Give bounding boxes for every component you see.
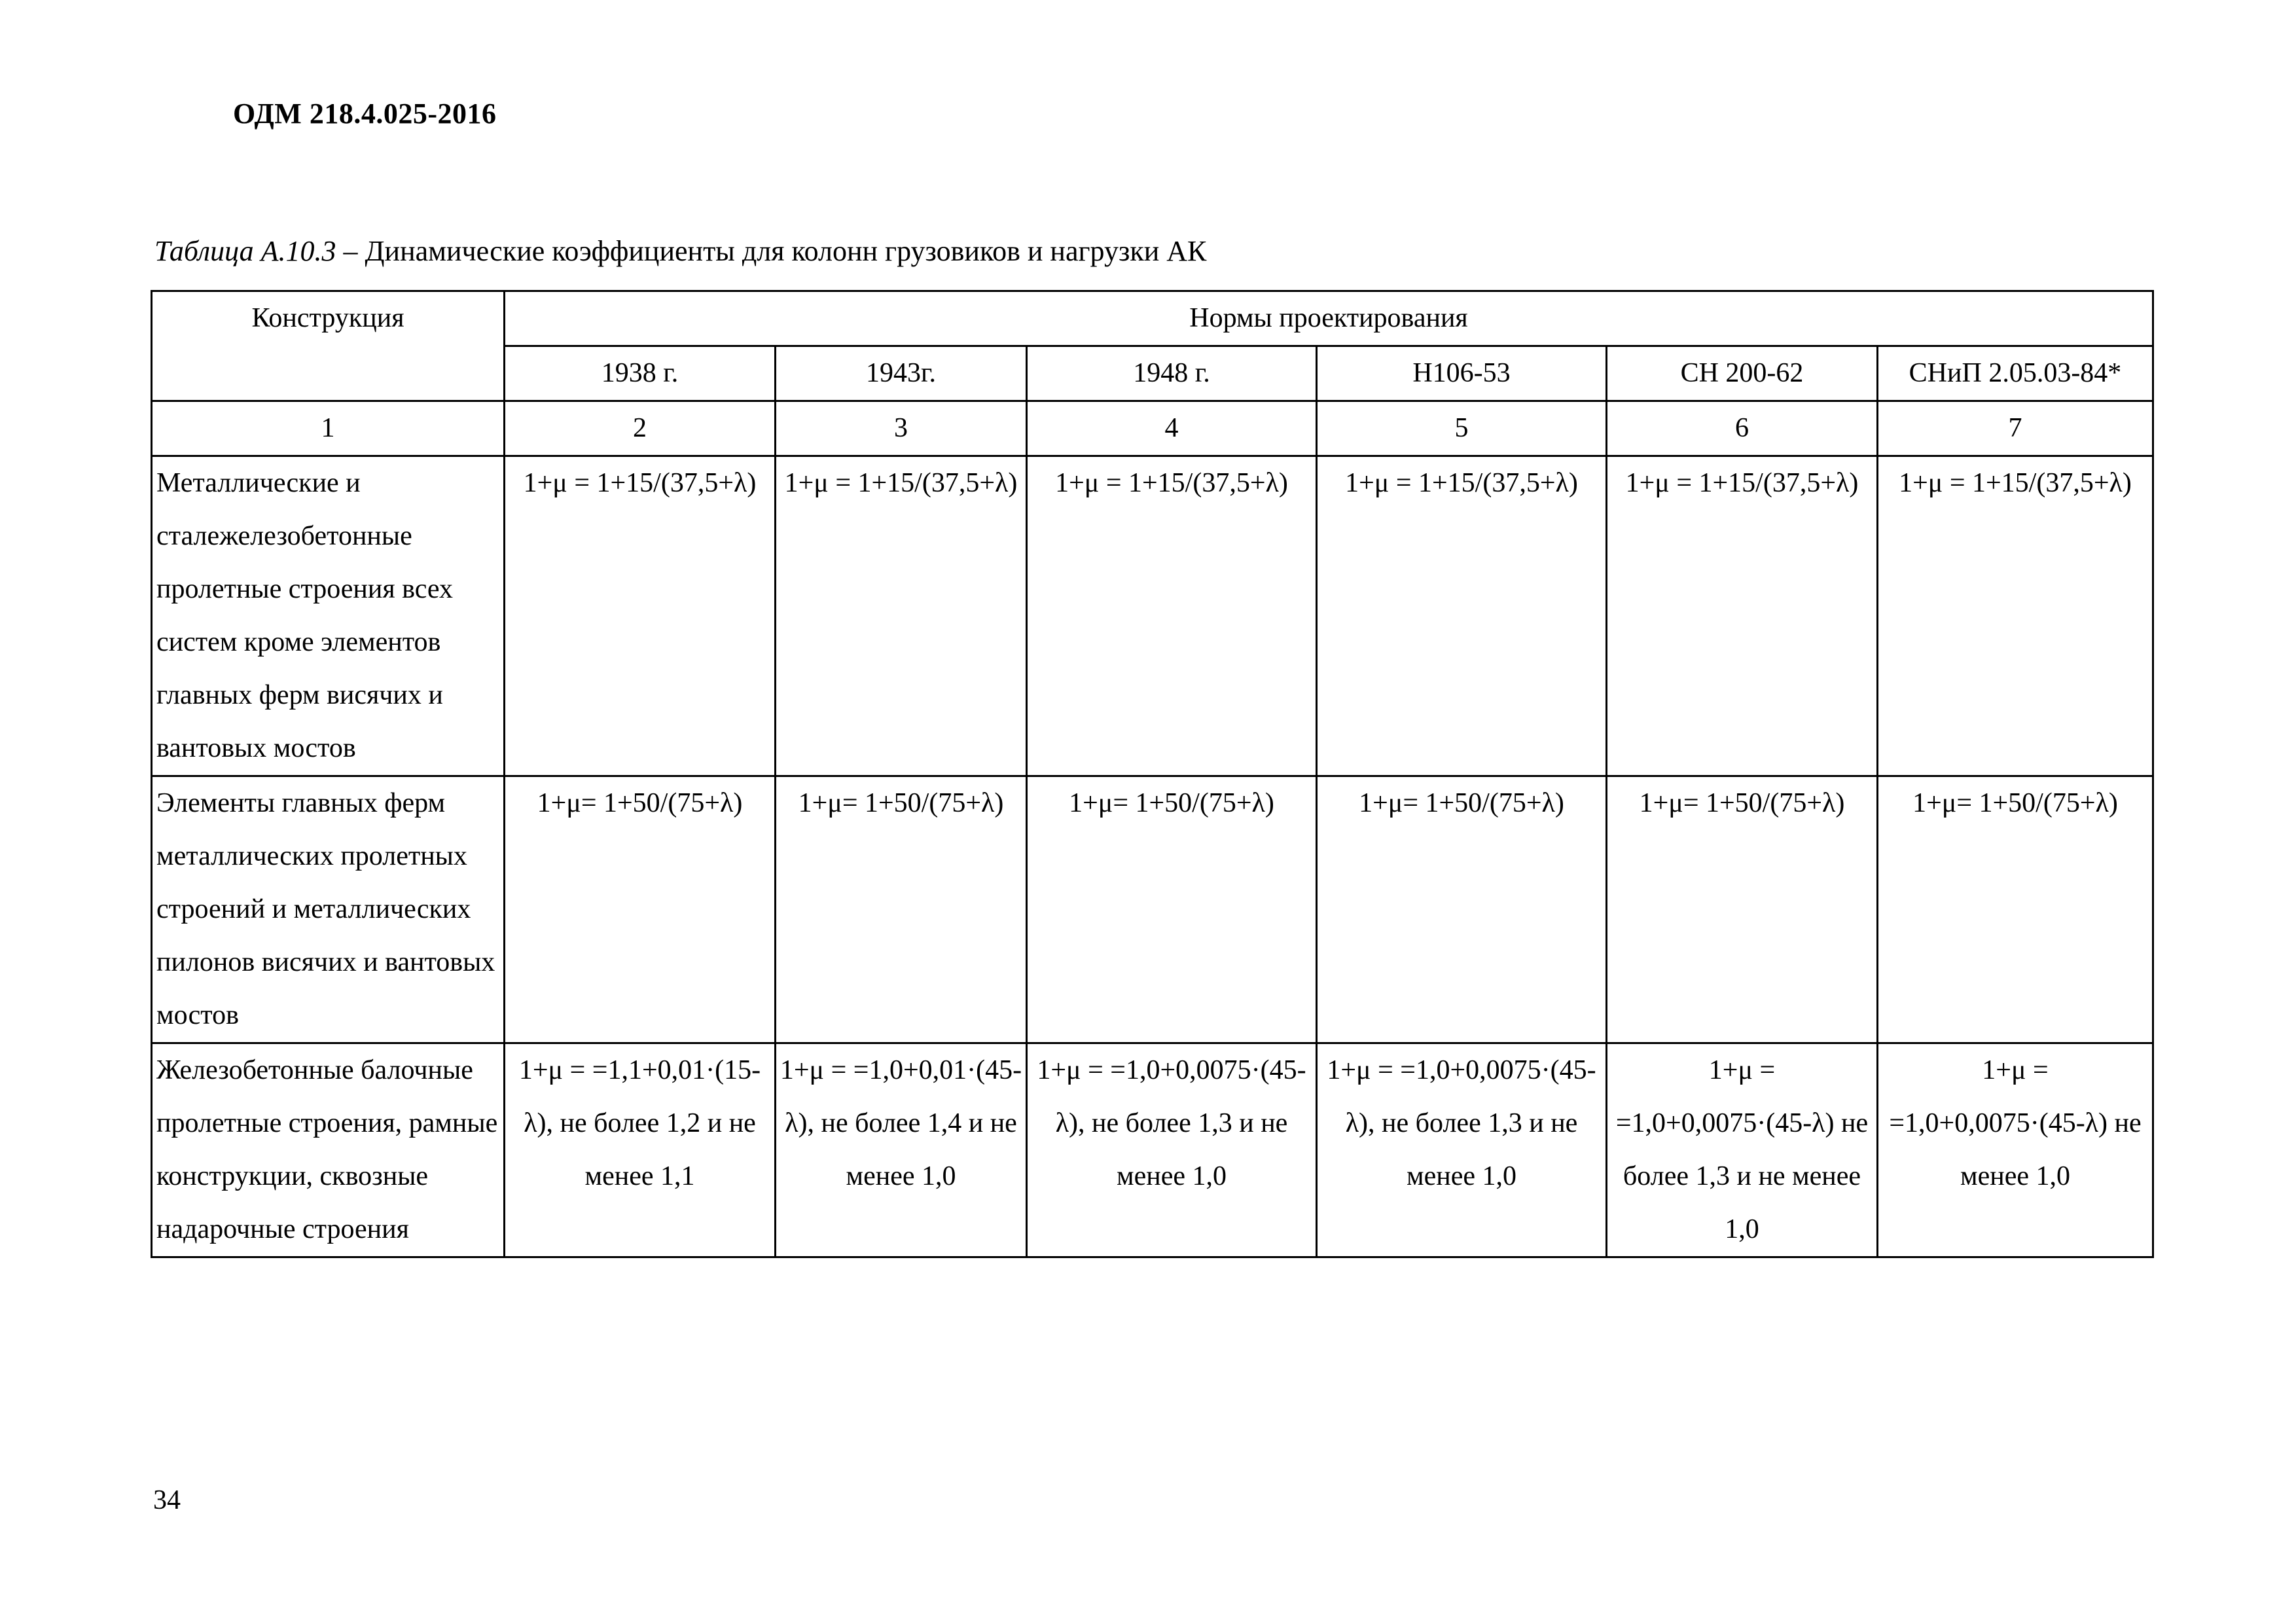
coefficient-cell: 1+μ= 1+50/(75+λ) — [505, 776, 776, 1043]
table-row — [152, 1043, 2153, 1257]
page-number: 34 — [153, 1485, 181, 1515]
document-code: ОДМ 218.4.025-2016 — [233, 98, 497, 130]
coefficient-cell: 1+μ= 1+50/(75+λ) — [1607, 776, 1878, 1043]
coefficient-cell: 1+μ = =1,0+0,0075·(45-λ), не более 1,3 и не менее 1,0 — [1027, 1043, 1317, 1257]
coefficient-cell: 1+μ = 1+15/(37,5+λ) — [1607, 456, 1878, 776]
header-col-1948: 1948 г. — [1027, 346, 1317, 401]
header-norms: Нормы проектирования — [505, 291, 2153, 346]
coefficient-cell: 1+μ= 1+50/(75+λ) — [1027, 776, 1317, 1043]
coefficient-cell: 1+μ= 1+50/(75+λ) — [1878, 776, 2153, 1043]
table-caption — [154, 234, 1206, 268]
column-number: 7 — [1878, 401, 2153, 456]
column-number: 4 — [1027, 401, 1317, 456]
coefficient-cell: 1+μ = =1,0+0,0075·(45-λ) не более 1,3 и не менее 1,0 — [1607, 1043, 1878, 1257]
row-construction-cell: Элементы главных ферм металлических пролетных строений и металлических пилонов висячих и вантовых мостов — [152, 776, 505, 1043]
coefficient-cell: 1+μ = =1,0+0,0075·(45-λ), не более 1,3 и не менее 1,0 — [1317, 1043, 1607, 1257]
column-number: 5 — [1317, 401, 1607, 456]
header-construction: Конструкция — [152, 291, 505, 401]
coefficient-cell: 1+μ = =1,0+0,0075·(45-λ) не менее 1,0 — [1878, 1043, 2153, 1257]
coefficient-cell: 1+μ = =1,0+0,01·(45-λ), не более 1,4 и не менее 1,0 — [776, 1043, 1027, 1257]
table-caption-id: Таблица А.10.3 — [154, 235, 336, 267]
table-row — [152, 776, 2153, 1043]
coefficient-cell: 1+μ = 1+15/(37,5+λ) — [1878, 456, 2153, 776]
header-col-sn200: СН 200-62 — [1607, 346, 1878, 401]
header-col-1938: 1938 г. — [505, 346, 776, 401]
column-number-row — [152, 401, 2153, 456]
coefficient-cell: 1+μ = 1+15/(37,5+λ) — [776, 456, 1027, 776]
coefficient-cell: 1+μ= 1+50/(75+λ) — [776, 776, 1027, 1043]
table-caption-text: – Динамические коэффициенты для колонн грузовиков и нагрузки АК — [336, 235, 1207, 267]
coefficient-cell: 1+μ= 1+50/(75+λ) — [1317, 776, 1607, 1043]
column-number: 6 — [1607, 401, 1878, 456]
row-construction-cell: Металлические и сталежелезобетонные пролетные строения всех систем кроме элементов главных ферм висячих и вантовых мостов — [152, 456, 505, 776]
coefficient-cell: 1+μ = 1+15/(37,5+λ) — [505, 456, 776, 776]
column-number: 1 — [152, 401, 505, 456]
coefficient-cell: 1+μ = 1+15/(37,5+λ) — [1317, 456, 1607, 776]
row-construction-cell: Железобетонные балочные пролетные строения, рамные конструкции, сквозные надарочные строения — [152, 1043, 505, 1257]
coefficient-cell: 1+μ = 1+15/(37,5+λ) — [1027, 456, 1317, 776]
column-number: 3 — [776, 401, 1027, 456]
coefficient-cell: 1+μ = =1,1+0,01·(15-λ), не более 1,2 и не менее 1,1 — [505, 1043, 776, 1257]
dynamic-coefficients-table — [151, 290, 2154, 1258]
header-col-1943: 1943г. — [776, 346, 1027, 401]
header-row-top — [152, 291, 2153, 346]
column-number: 2 — [505, 401, 776, 456]
header-col-snip: СНиП 2.05.03-84* — [1878, 346, 2153, 401]
table-row — [152, 456, 2153, 776]
header-col-n106: Н106-53 — [1317, 346, 1607, 401]
